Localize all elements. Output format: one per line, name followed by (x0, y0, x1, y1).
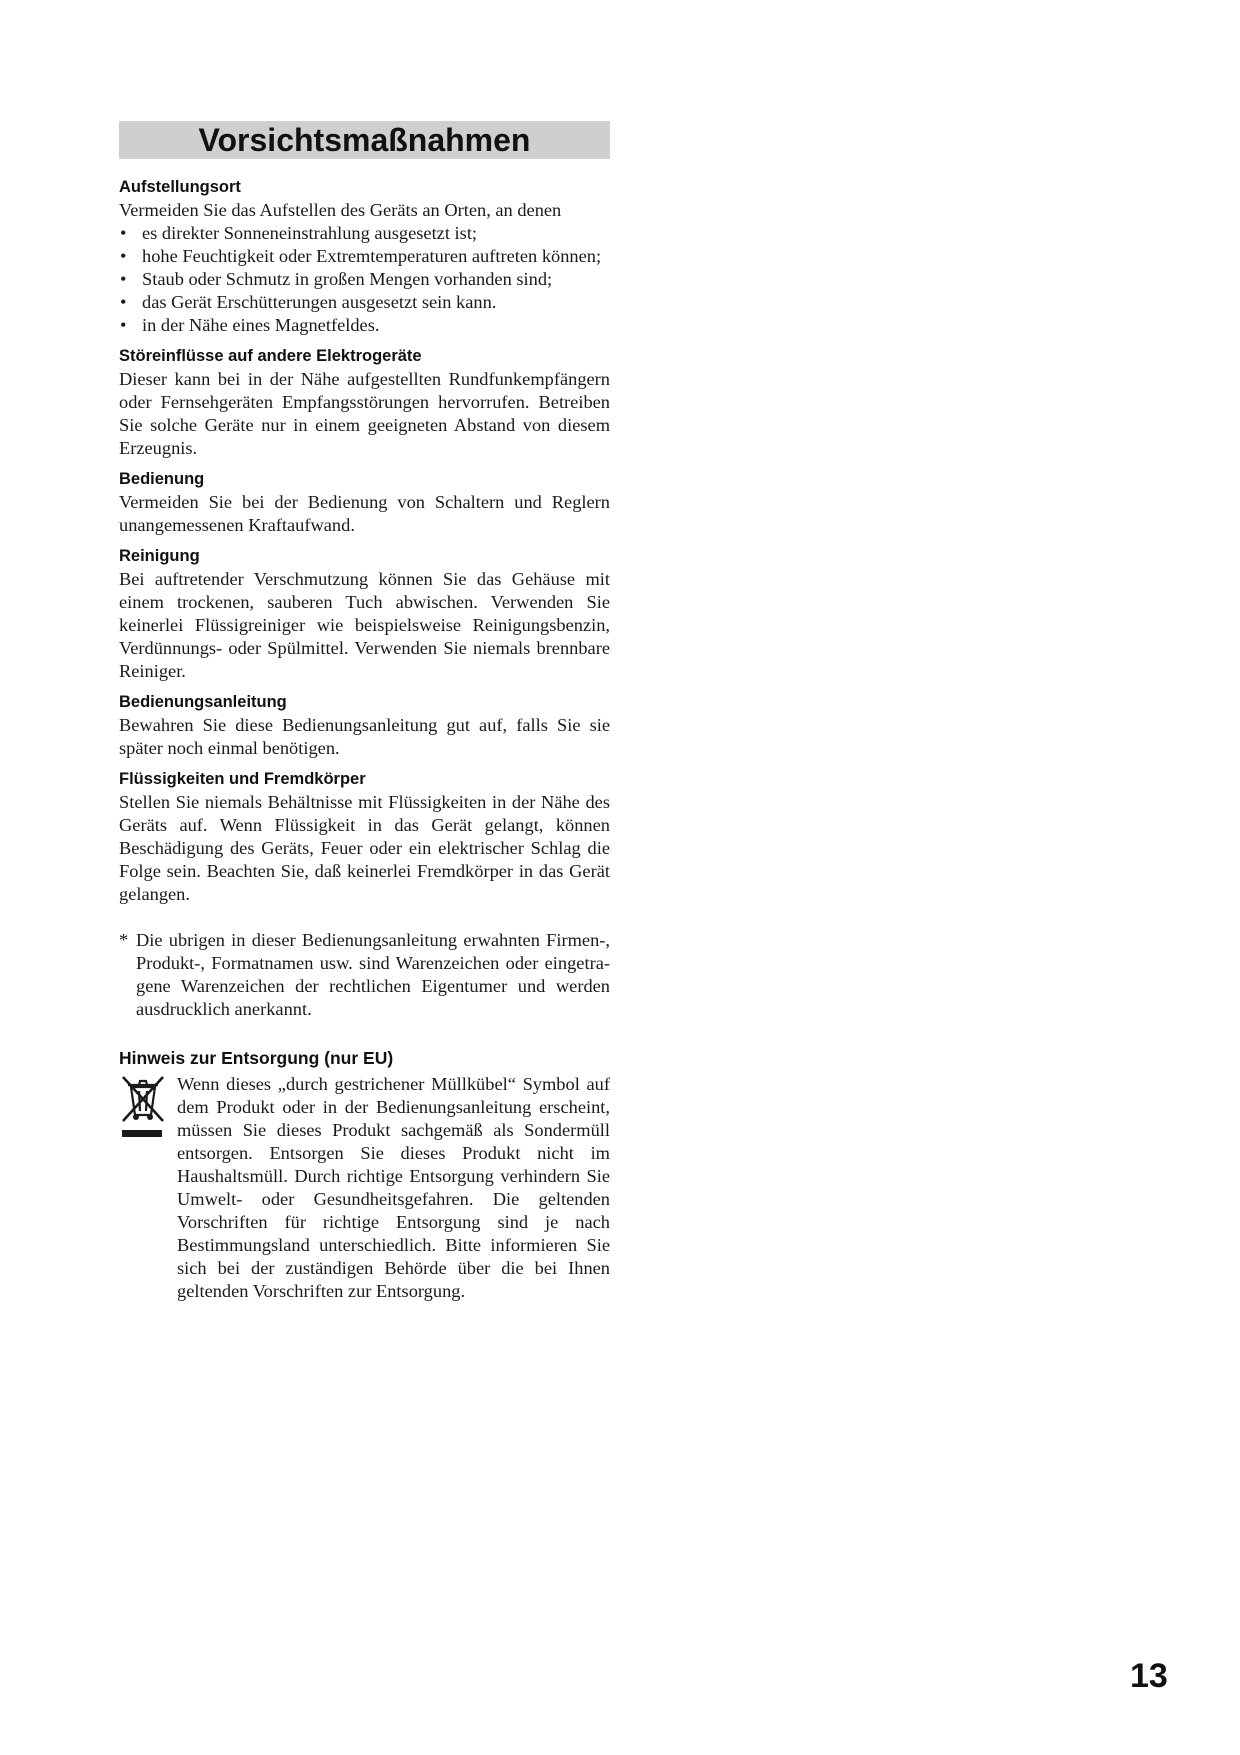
section-text: Stellen Sie niemals Behältnisse mit Flüssigkeiten in der Nähe des Geräts auf. Wenn Flüssigkeit in das Gerät gelangt, können Beschädigung des Geräts, Feuer oder ein elektrischer Schlag die Folge sein. Beachten Sie, daß keinerlei Fremdkörper in das Gerät gelangen. (119, 792, 610, 904)
section-text: Bewahren Sie diese Bedienungsanleitung gut auf, falls Sie sie später noch einmal benötigen. (119, 715, 610, 758)
disposal-row (119, 1073, 610, 1303)
footnote-text: Die ubrigen in dieser Bedienungsanleitung erwahnten Firmen-, Produkt-, Formatnamen usw. sind Warenzeichen oder eingetra-gene Warenzeichen der rechtlichen Eigentumer und werden ausdrucklich anerkannt. (136, 930, 610, 1019)
list-item: • hohe Feuchtigkeit oder Extremtemperaturen auftreten können; (119, 245, 610, 268)
section-text: Bei auftretender Verschmutzung können Sie das Gehäuse mit einem trockenen, sauberen Tuch abwischen. Verwenden Sie keinerlei Flüssigreiniger wie beispielsweise Reinigungsbenzin, Verdünnungs- oder Spülmittel. Verwenden Sie niemals brennbare Reiniger. (119, 569, 610, 681)
section-bedienungsanleitung (119, 691, 610, 760)
section-text: Dieser kann bei in der Nähe aufgestellten Rundfunkempfängern oder Fernsehgeräten Empfangsstörungen hervorrufen. Betreiben Sie solche Geräte nur in einem geeigneten Abstand von diesem Erzeugnis. (119, 369, 610, 458)
list-item: • in der Nähe eines Magnetfeldes. (119, 314, 610, 337)
section-heading: Störeinflüsse auf andere Elektrogeräte (119, 347, 422, 365)
section-aufstellungsort (119, 176, 610, 337)
page-number: 13 (1130, 1657, 1168, 1695)
section-heading: Aufstellungsort (119, 178, 241, 196)
section-text: Vermeiden Sie bei der Bedienung von Schaltern und Reglern unangemessenen Kraftaufwand. (119, 492, 610, 535)
section-heading: Bedienung (119, 470, 205, 488)
section-disposal (119, 1046, 610, 1303)
page-title: Vorsichtsmaßnahmen (119, 121, 610, 159)
bullet-list (119, 222, 610, 337)
content-column (119, 121, 610, 1303)
section-heading: Bedienungsanleitung (119, 693, 287, 711)
disposal-heading: Hinweis zur Entsorgung (nur EU) (119, 1048, 394, 1068)
section-fluessigkeiten (119, 768, 610, 906)
section-heading: Flüssigkeiten und Fremdkörper (119, 770, 366, 788)
disposal-text: Wenn dieses „durch gestrichener Müllkübel“ Symbol auf dem Produkt oder in der Bedienungsanleitung erscheint, müssen Sie dieses Produkt sachgemäß als Sondermüll entsorgen. Entsorgen Sie dieses Produkt nicht im Haushaltsmüll. Durch richtige Entsorgung verhindern Sie Umwelt- oder Gesundheitsgefahren. Die geltenden Vorschriften für richtige Entsorgung sind je nach Bestimmungsland unterschiedlich. Bitte informieren Sie sich bei der zuständigen Behörde über die bei Ihnen geltenden Vorschriften zur Entsorgung. (177, 1074, 610, 1301)
crossed-out-wheelie-bin-icon (119, 1073, 177, 1303)
section-bedienung (119, 468, 610, 537)
trademark-footnote (119, 929, 610, 1021)
list-item: • das Gerät Erschütterungen ausgesetzt sein kann. (119, 291, 610, 314)
wheelie-bin-svg (119, 1073, 165, 1139)
footnote-marker: * (119, 930, 129, 950)
section-stoereinfluesse (119, 345, 610, 460)
section-reinigung (119, 545, 610, 683)
list-item: • es direkter Sonneneinstrahlung ausgesetzt ist; (119, 222, 610, 245)
list-item: • Staub oder Schmutz in großen Mengen vorhanden sind; (119, 268, 610, 291)
section-heading: Reinigung (119, 547, 200, 565)
section-intro: Vermeiden Sie das Aufstellen des Geräts an Orten, an denen (119, 200, 562, 220)
